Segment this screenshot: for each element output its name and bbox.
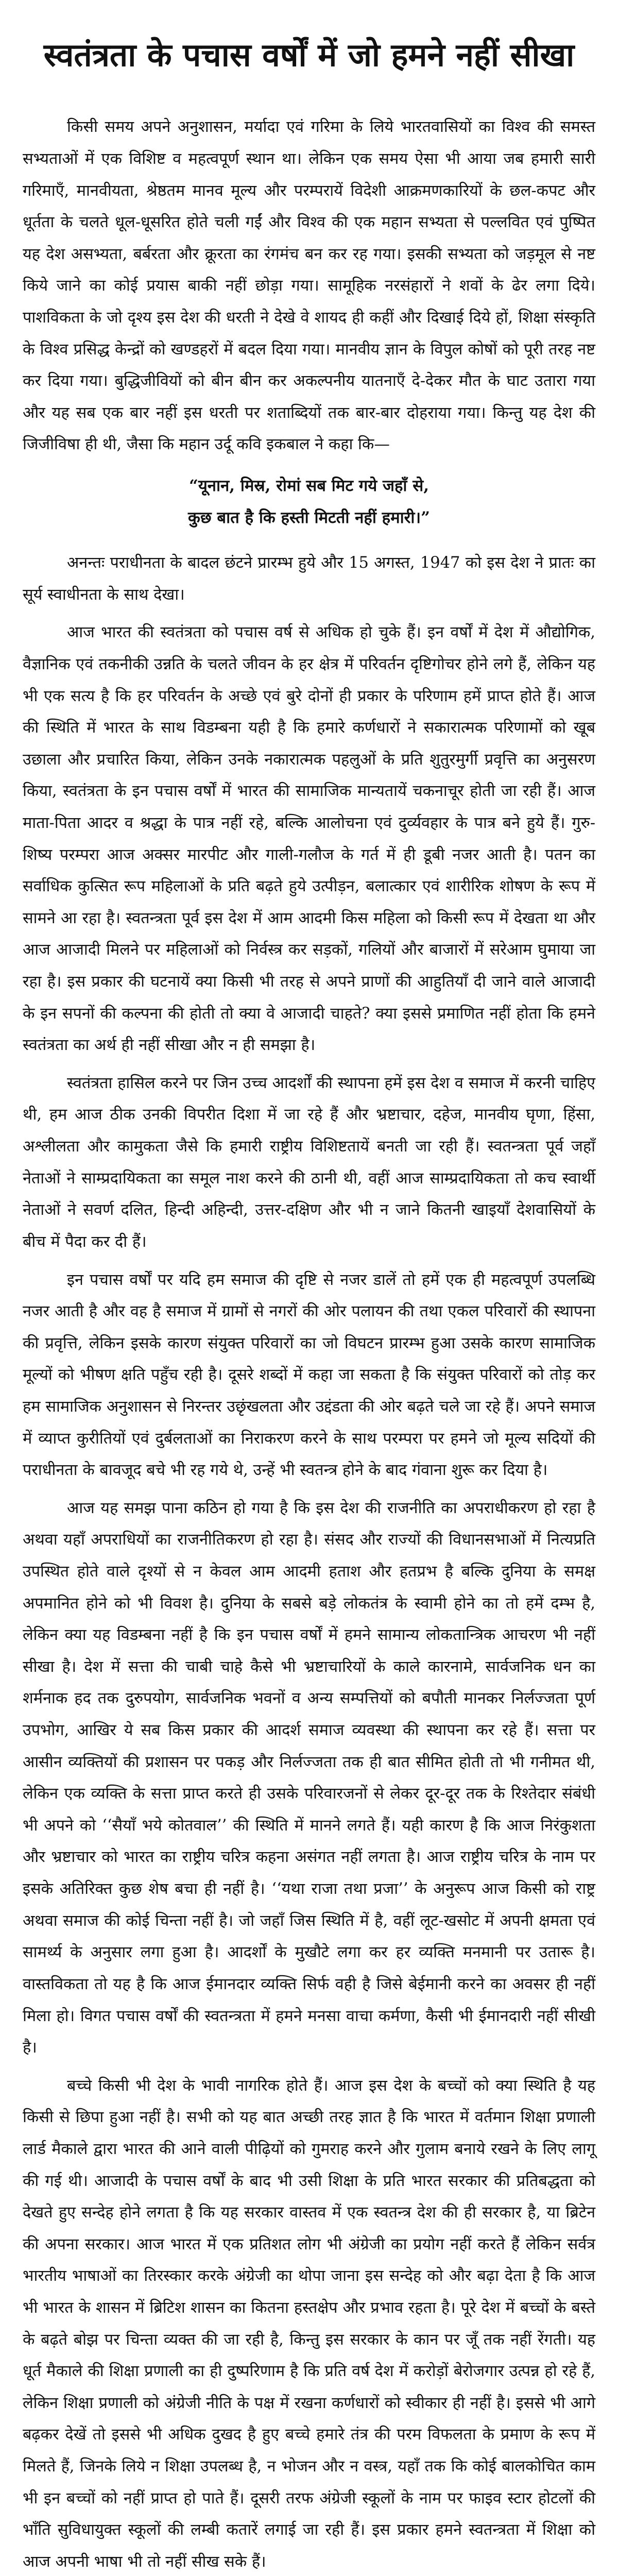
essay-title: स्वतंत्रता के पचास वर्षों में जो हमने नहीं सीखा <box>43 36 575 74</box>
paragraph-education: बच्चे किसी भी देश के भावी नागरिक होते हैं। आज इस देश के बच्चों को क्या स्थिति है यह किसी से छिपा हुआ नहीं है। सभी को यह बात अच्छी तरह ज्ञात है कि भारत में वर्तमान शिक्षा प्रणाली लार्ड मैकाले द्वारा भारत की आने वाली पीढ़ियों को गुमराह करने और गुलाम बनाये रखने के लिए लागू की गई थी। आजादी के पचास वर्षों के बाद भी उसी शिक्षा के प्रति भारत सरकार की प्रतिबद्धता को देखते हुए सन्देह होने लगता है कि यह सरकार वास्तव में एक स्वतन्त्र देश की ही सरकार है, या ब्रिटेन की अपना सरकार। आज भारत में एक प्रतिशत लोग भी अंग्रेजी का प्रयोग नहीं करते हैं लेकिन सर्वत्र भारतीय भाषाओं का तिरस्कार करके अंग्रेजी का थोपा जाना इस सन्देह को और बढ़ा देता है कि आज भी भारत के शासन में ब्रिटिश शासन का कितना हस्तक्षेप और प्रभाव रहता है। पूरे देश में बच्चों के बस्ते के बढ़ते बोझ पर चिन्ता व्यक्त की जा रही है, किन्तु इस सरकार के कान पर जूँ तक नहीं रेंगती। यह धूर्त मैकाले की शिक्षा प्रणाली का ही दुष्परिणाम है कि प्रति वर्ष देश में करोड़ों बेरोजगार उत्पन्न हो रहे हैं, लेकिन शिक्षा प्रणाली को अंग्रेजी नीति के पक्ष में रखना कर्णधारों को स्वीकार ही नहीं है। इससे भी आगे बढ़कर देखें तो इससे भी अधिक दुखद है हुए बच्चे हमारे तंत्र की परम विफलता के प्रमाण के रूप में मिलते हैं, जिनके लिये न शिक्षा उपलब्ध है, न भोजन और न वस्त्र, यहाँ तक कि कोई बालकोचित काम भी इन बच्चों को नहीं प्राप्त हो पाते हैं। दूसरी तरफ अंग्रेजी स्कूलों के नाम पर फाइव स्टार होटलों की भाँति सुविधायुक्त स्कूलों की लम्बी कतारें लगाई जा रही हैं। इस प्रकार हमने स्वतन्त्रता में शिक्षा को आज अपनी भाषा भी तो नहीं सीख सके हैं। <box>23 2076 596 2571</box>
quote-line-1: “यूनान, मिस्र, रोमां सब मिट गये जहाँ से, <box>188 477 429 496</box>
paragraph-ideals: स्वतंत्रता हासिल करने पर जिन उच्च आदर्शों की स्थापना हमें इस देश व समाज में करनी चाहिए थी, हम आज ठीक उनकी विपरीत दिशा में जा रहे हैं और भ्रष्टाचार, दहेज, मानवीय घृणा, हिंसा, अश्लीलता और कामुकता जैसे कि हमारी राष्ट्रीय विशिष्टतायें बनती जा रही हैं। स्वतन्त्रता पूर्व जहाँ नेताओं ने साम्प्रदायिकता का समूल नाश करने की ठानी थी, वहीं आज साम्प्रदायिकता तो कच स्वार्थी नेताओं ने सवर्ण दलित, हिन्दी अहिन्दी, उत्तर-दक्षिण और भी न जाने कितनी खाइयाँ देशवासियों के बीच में पैदा कर दी हैं। <box>23 1074 595 1251</box>
iqbal-quote <box>23 470 595 534</box>
paragraph-independence-dawn: अनन्तः पराधीनता के बादल छंटने प्रारम्भ हुये और 15 अगस्त, 1947 को इस देश ने प्रातः का सूर्य स्वाधीनता के साथ देखा। <box>23 554 595 604</box>
quote-line-2: कुछ बात है कि हस्ती मिटती नहीं हमारी।” <box>188 509 430 528</box>
paragraph-intro: किसी समय अपने अनुशासन, मर्यादा एवं गरिमा के लिये भारतवासियों का विश्व की समस्त सभ्यताओं में एक विशिष्ट व महत्वपूर्ण स्थान था। लेकिन एक समय ऐसा भी आया जब हमारी सारी गरिमाएँ, मानवीयता, श्रेष्ठतम मानव मूल्य और परम्परायें विदेशी आक्रमणकारियों के छल-कपट और धूर्तता के चलते धूल-धूसरित होते चली गईं और विश्व की एक महान सभ्यता से पल्लवित एवं पुष्पित यह देश असभ्यता, बर्बरता और क्रूरता का रंगमंच बन कर रह गया। इसकी सभ्यता को जड़मूल से नष्ट किये जाने का कोई प्रयास बाकी नहीं छोड़ा गया। सामूहिक नरसंहारों ने शवों के ढेर लगा दिये। पाशविकता के जो दृश्य इस देश की धरती ने देखे वे शायद ही कहीं और दिखाई दिये हों, शिक्षा संस्कृति के विश्व प्रसिद्ध केन्द्रों को खण्डहरों में बदल दिया गया। मानवीय ज्ञान के विपुल कोषों को पूरी तरह नष्ट कर दिया गया। बुद्धिजीवियों को बीन बीन कर अकल्पनीय यातनाएँ दे-देकर मौत के घाट उतारा गया और यह सब एक बार नहीं इस धरती पर शताब्दियों तक बार-बार दोहराया गया। किन्तु यह देश की जिजीविषा ही थी, जैसा कि महान उर्दू कवि इकबाल ने कहा कि— <box>23 118 596 454</box>
paragraph-politics: आज यह समझ पाना कठिन हो गया है कि इस देश की राजनीति का अपराधीकरण हो रहा है अथवा यहाँ अपराधियों का राजनीतिकरण हो रहा है। संसद और राज्यों की विधानसभाओं में नित्यप्रति उपस्थित होते वाले दृश्यों से न केवल आम आदमी हताश और हतप्रभ है बल्कि दुनिया के समक्ष अपमानित होने को भी विवश है। दुनिया के सबसे बड़े लोकतंत्र के स्वामी होने का तो हमें दम्भ है, लेकिन क्या यह विडम्बना नहीं है कि इन पचास वर्षों में हमने सामान्य लोकतान्त्रिक आचरण भी नहीं सीखा है। देश में सत्ता की चाबी चाहे कैसे भी भ्रष्टाचारियों के काले कारनामे, सार्वजनिक धन का शर्मनाक हद तक दुरुपयोग, सार्वजनिक भवनों व अन्य सम्पत्तियों को बपौती मानकर निर्लज्जता पूर्ण उपभोग, आखिर ये सब किस प्रकार की आदर्श समाज व्यवस्था की स्थापना कर रहे हैं। सत्ता पर आसीन व्यक्तियों की प्रशासन पर पकड़ और निर्लज्जता तक ही बात सीमित होती तो भी गनीमत थी, लेकिन एक व्यक्ति के सत्ता प्राप्त करते ही उसके परिवारजनों से लेकर दूर-दूर तक के रिश्तेदार संबंधी भी अपने को ‘‘सैयाँ भये कोतवाल’’ की स्थिति में मानने लगते हैं। यही कारण है कि आज निरंकुशता और भ्रष्टाचार को भारत का राष्ट्रीय चरित्र कहना असंगत नहीं लगता है। आज राष्ट्रीय चरित्र के नाम पर इसके अतिरिक्त कुछ शेष बचा ही नहीं है। ‘‘यथा राजा तथा प्रजा’’ के अनुरूप आज किसी को राष्ट्र अथवा समाज की कोई चिन्ता नहीं है। जो जहाँ जिस स्थिति में है, वहीं लूट-खसोट में अपनी क्षमता एवं सामर्थ्य के अनुसार लगा हुआ है। आदर्शों के मुखौटे लगा कर हर व्यक्ति मनमानी पर उतारू है। वास्तविकता तो यह है कि आज ईमानदार व्यक्ति सिर्फ वही है जिसे बेईमानी करने का अवसर ही नहीं मिला हो। विगत पचास वर्षों की स्वतन्त्रता में हमने मनसा वाचा कर्मणा, कैसी भी ईमानदारी नहीं सीखी है। <box>23 1499 595 2057</box>
paragraph-social-values: आज भारत की स्वतंत्रता को पचास वर्ष से अधिक हो चुके हैं। इन वर्षों में देश में औद्योगिक, वैज्ञानिक एवं तकनीकी उन्नति के चलते जीवन के हर क्षेत्र में परिवर्तन दृष्टिगोचर होने लगे हैं, लेकिन यह भी एक सत्य है कि हर परिवर्तन के अच्छे एवं बुरे दोनों ही प्रकार के परिणाम हमें प्राप्त होते हैं। आज की स्थिति में भारत के साथ विडम्बना यही है कि हमारे कर्णधारों ने सकारात्मक परिणामों को खूब उछाला और प्रचारित किया, लेकिन उनके नकारात्मक पहलुओं के प्रति शुतुरमुर्गी प्रवृत्ति का अनुसरण किया, स्वतंत्रता के इन पचास वर्षों में भारत की सामाजिक मान्यतायें चकनाचूर होती जा रही हैं। आज माता-पिता आदर व श्रद्धा के पात्र नहीं रहे, बल्कि आलोचना एवं दुर्व्यवहार के पात्र बने हुये हैं। गुरु-शिष्य परम्परा आज अक्सर मारपीट और गाली-गलौज के गर्त में ही डूबी नजर आती है। पतन का सर्वाधिक कुत्सित रूप महिलाओं के प्रति बढ़ते हुये उत्पीड़न, बलात्कार एवं शारीरिक शोषण के रूप में सामने आ रहा है। स्वतन्त्रता पूर्व इस देश में आम आदमी किस महिला को किसी रूप में देखता था और आज आजादी मिलने पर महिलाओं को निर्वस्त्र कर सड़कों, गलियों और बाजारों में सरेआम घुमाया जा रहा है। इस प्रकार की घटनायें क्या किसी भी तरह से अपने प्राणों की आहुतियाँ दी जाने वाले आजादी के इन सपनों की कल्पना की होती तो क्या वे आजादी चाहते? क्या इससे प्रमाणित नहीं होता कि हमने स्वतंत्रता का अर्थ ही नहीं सीखा और न ही समझा है। <box>23 623 595 1055</box>
paragraph-family: इन पचास वर्षों पर यदि हम समाज की दृष्टि से नजर डालें तो हमें एक ही महत्वपूर्ण उपलब्धि नजर आती है और वह है समाज में ग्रामों से नगरों की ओर पलायन की तथा एकल परिवारों की स्थापना की प्रवृत्ति, लेकिन इसके कारण संयुक्त परिवारों का जो विघटन प्रारम्भ हुआ उसके कारण सामाजिक मूल्यों को भीषण क्षति पहुँच रही है। दूसरे शब्दों में कहा जा सकता है कि संयुक्त परिवारों को तोड़ कर हम सामाजिक अनुशासन से निरन्तर उछृंखलता और उद्दंडता की ओर बढ़ते चले जा रहे हैं। अपने समाज में व्याप्त कुरीतियों एवं दुर्बलताओं का निराकरण करने के साथ परम्परा पर हमने जो मूल्य सदियों की पराधीनता के बावजूद बचे भी रह गये थे, उन्हें भी स्वतन्त्र होने के बाद गंवाना शुरू कर दिया है। <box>23 1270 595 1480</box>
